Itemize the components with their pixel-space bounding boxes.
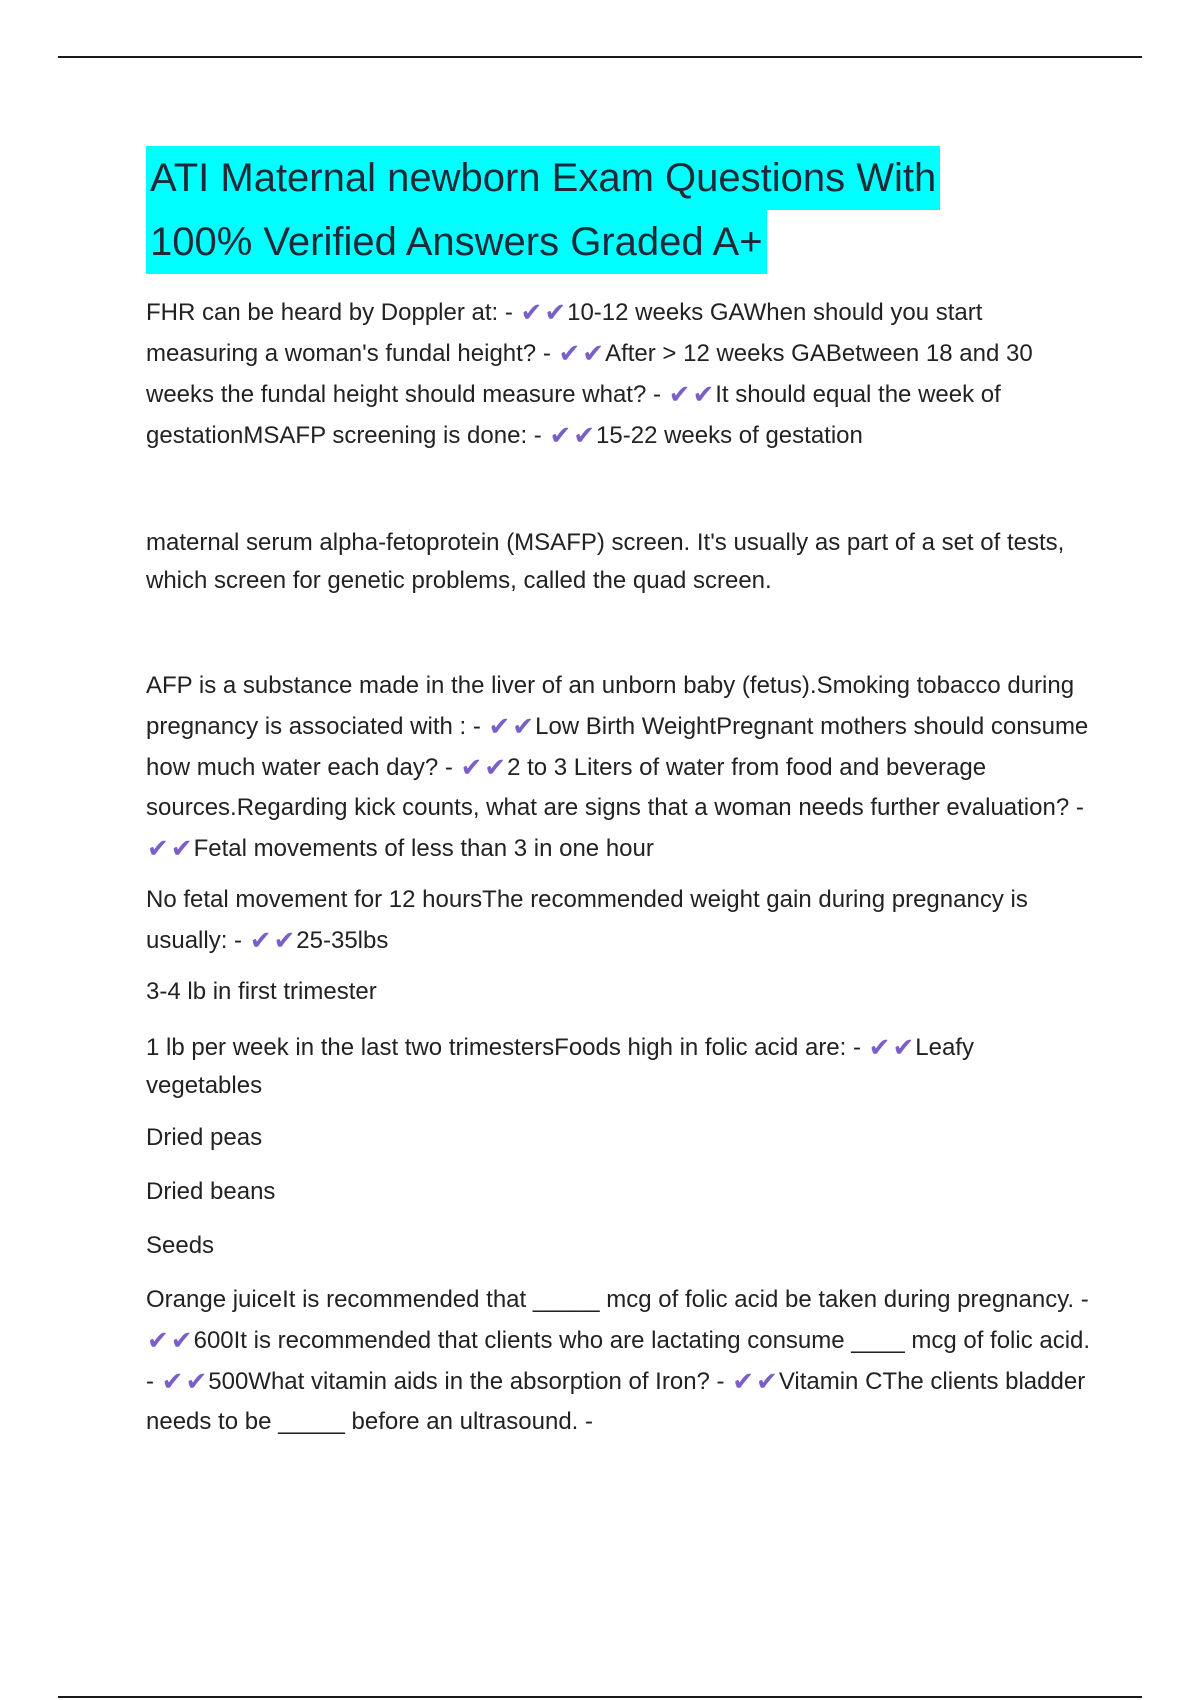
text-segment: 1 lb per week in the last two trimestersFoods high in folic acid are: -	[146, 1034, 868, 1061]
check-icon: ✔	[692, 379, 715, 409]
text-segment: Fetal movements of less than 3 in one hour	[193, 835, 654, 862]
check-icon: ✔	[484, 752, 507, 782]
paragraph-first-trimester: 3-4 lb in first trimester	[146, 978, 377, 1005]
check-icon: ✔	[668, 379, 691, 409]
text-segment: No fetal movement for 12 hoursThe recommended weight gain during pregnancy is usually: -	[146, 886, 1028, 954]
text-segment: Low Birth WeightPregnant mothers should consume how much water each day? -	[146, 713, 1089, 781]
paragraph-weight-gain	[146, 880, 1091, 961]
title-line-1: ATI Maternal newborn Exam Questions With	[146, 146, 940, 210]
text-segment: Leafy vegetables	[146, 1034, 974, 1099]
title-line-2: 100% Verified Answers Graded A+	[146, 210, 767, 274]
text-segment: It should equal the week of gestationMSAFP screening is done: -	[146, 381, 1001, 449]
text-segment: 10-12 weeks GAWhen should you start measuring a woman's fundal height? -	[146, 299, 983, 367]
paragraph-msafp-screen: maternal serum alpha-fetoprotein (MSAFP) screen. It's usually as part of a set of tests, which screen for genetic problems, called the quad screen.	[146, 529, 1065, 594]
text-segment: After > 12 weeks GABetween 18 and 30 weeks the fundal height should measure what? -	[146, 340, 1033, 408]
check-icon: ✔	[147, 1325, 169, 1355]
check-icon: ✔	[558, 338, 581, 368]
paragraph-folic-foods	[146, 1028, 1091, 1105]
check-icon: ✔	[273, 925, 296, 955]
paragraph-folic-acid-dose	[146, 1280, 1091, 1442]
text-segment: 600It is recommended that clients who are lactating consume ____ mcg of folic acid. -	[146, 1327, 1091, 1395]
check-icon: ✔	[868, 1032, 891, 1062]
document-title	[146, 146, 1106, 274]
text-segment: Vitamin CThe clients bladder needs to be _____ before an ultrasound. -	[146, 1368, 1086, 1435]
check-icon: ✔	[582, 338, 605, 368]
text-segment: 15-22 weeks of gestation	[596, 422, 863, 449]
paragraph-fhr-doppler	[146, 292, 1091, 456]
text-segment: 500What vitamin aids in the absorption of Iron? -	[208, 1368, 732, 1395]
text-segment: Orange juiceIt is recommended that _____ mcg of folic acid be taken during pregnancy. -	[146, 1286, 1089, 1313]
check-icon: ✔	[756, 1366, 778, 1396]
check-icon: ✔	[147, 833, 169, 863]
bottom-rule	[58, 1696, 1142, 1698]
paragraph-dried-beans: Dried beans	[146, 1178, 276, 1205]
paragraph-afp	[146, 666, 1091, 869]
check-icon: ✔	[544, 297, 567, 327]
text-segment: 2 to 3 Liters of water from food and beverage sources.Regarding kick counts, what are signs that a woman needs further evaluation? -	[146, 754, 1084, 821]
check-icon: ✔	[520, 297, 543, 327]
check-icon: ✔	[249, 925, 272, 955]
check-icon: ✔	[732, 1366, 755, 1396]
top-rule	[58, 56, 1142, 58]
check-icon: ✔	[185, 1366, 208, 1396]
text-segment: AFP is a substance made in the liver of an unborn baby (fetus).Smoking tobacco during pregnancy is associated with : -	[146, 672, 1075, 740]
check-icon: ✔	[161, 1366, 184, 1396]
check-icon: ✔	[488, 711, 511, 741]
text-segment: 25-35lbs	[296, 927, 389, 954]
check-icon: ✔	[512, 711, 535, 741]
text-segment: FHR can be heard by Doppler at: -	[146, 299, 520, 326]
check-icon: ✔	[170, 1325, 193, 1355]
check-icon: ✔	[549, 420, 572, 450]
check-icon: ✔	[460, 752, 483, 782]
check-icon: ✔	[892, 1032, 915, 1062]
check-icon: ✔	[170, 833, 193, 863]
paragraph-seeds: Seeds	[146, 1232, 215, 1259]
check-icon: ✔	[573, 420, 596, 450]
paragraph-dried-peas: Dried peas	[146, 1124, 263, 1151]
